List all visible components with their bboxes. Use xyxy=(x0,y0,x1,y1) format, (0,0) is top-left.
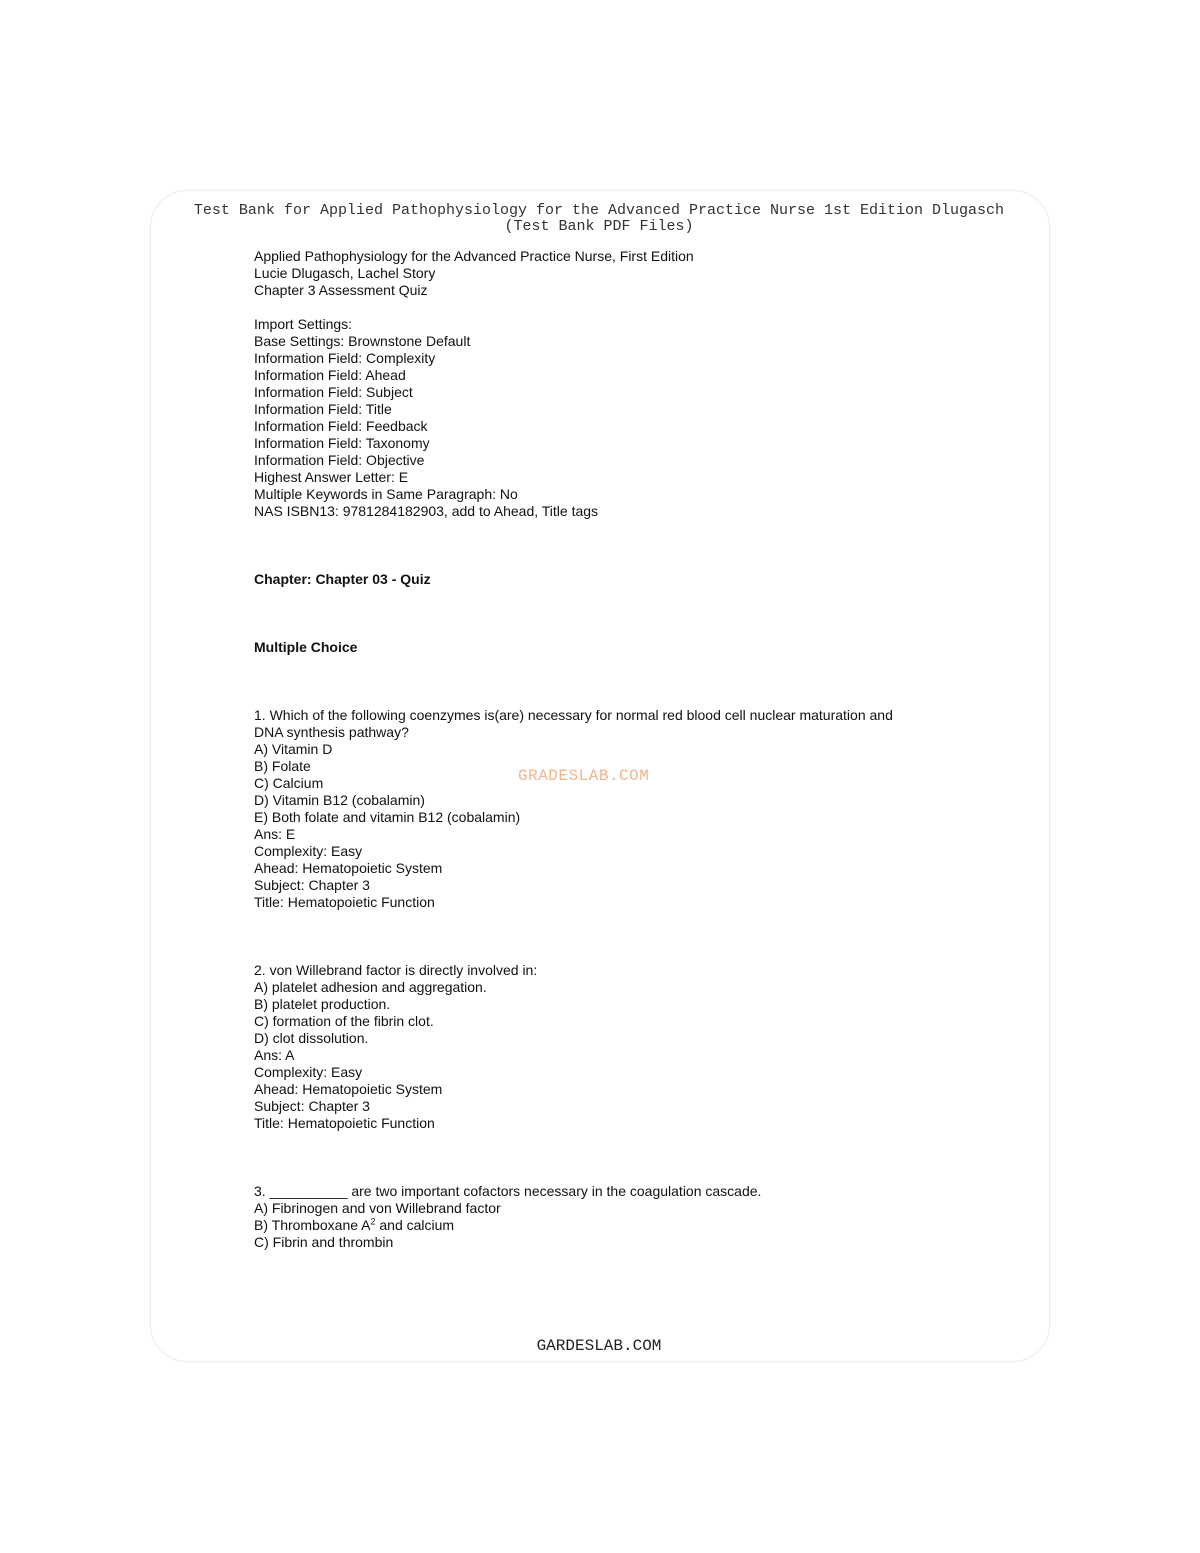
question-2 xyxy=(254,962,954,1132)
settings-line: Information Field: Objective xyxy=(254,452,425,468)
option-text: B) Thromboxane A xyxy=(254,1217,371,1233)
answer-key: Ans: A xyxy=(254,1047,295,1063)
complexity: Complexity: Easy xyxy=(254,843,363,859)
topic-title: Title: Hematopoietic Function xyxy=(254,894,435,910)
page-footer: GARDESLAB.COM xyxy=(536,1337,662,1355)
settings-line: Information Field: Subject xyxy=(254,384,413,400)
question-stem: 1. Which of the following coenzymes is(are) necessary for normal red blood cell nuclear maturation and xyxy=(254,707,893,723)
answer-option: B) platelet production. xyxy=(254,996,391,1012)
settings-line: NAS ISBN13: 9781284182903, add to Ahead, Title tags xyxy=(254,503,599,519)
header-subtitle: (Test Bank PDF Files) xyxy=(504,218,694,235)
answer-option: C) Fibrin and thrombin xyxy=(254,1234,394,1250)
subject: Subject: Chapter 3 xyxy=(254,877,370,893)
answer-option: E) Both folate and vitamin B12 (cobalamin) xyxy=(254,809,521,825)
chapter-heading: Chapter: Chapter 03 - Quiz xyxy=(254,571,431,587)
topic-title: Title: Hematopoietic Function xyxy=(254,1115,435,1131)
question-stem-cont: DNA synthesis pathway? xyxy=(254,724,409,740)
settings-line: Import Settings: xyxy=(254,316,353,332)
settings-line: Information Field: Taxonomy xyxy=(254,435,430,451)
option-text: and calcium xyxy=(375,1217,455,1233)
answer-option: A) Vitamin D xyxy=(254,741,333,757)
document-body xyxy=(254,248,954,1251)
watermark: GRADESLAB.COM xyxy=(518,767,650,785)
answer-key: Ans: E xyxy=(254,826,296,842)
import-settings xyxy=(254,316,954,520)
answer-option: B) Folate xyxy=(254,758,311,774)
complexity: Complexity: Easy xyxy=(254,1064,363,1080)
settings-line: Information Field: Complexity xyxy=(254,350,436,366)
section-heading: Multiple Choice xyxy=(254,639,358,655)
settings-line: Highest Answer Letter: E xyxy=(254,469,409,485)
settings-line: Base Settings: Brownstone Default xyxy=(254,333,471,349)
answer-option xyxy=(254,1217,954,1234)
question-1 xyxy=(254,707,954,911)
settings-line: Multiple Keywords in Same Paragraph: No xyxy=(254,486,518,502)
book-authors: Lucie Dlugasch, Lachel Story xyxy=(254,265,436,281)
question-3 xyxy=(254,1183,954,1251)
quiz-title: Chapter 3 Assessment Quiz xyxy=(254,282,428,298)
answer-option: C) formation of the fibrin clot. xyxy=(254,1013,434,1029)
settings-line: Information Field: Title xyxy=(254,401,392,417)
answer-option: A) Fibrinogen and von Willebrand factor xyxy=(254,1200,501,1216)
ahead: Ahead: Hematopoietic System xyxy=(254,860,443,876)
book-title: Applied Pathophysiology for the Advanced Practice Nurse, First Edition xyxy=(254,248,694,264)
answer-option: D) clot dissolution. xyxy=(254,1030,369,1046)
answer-option: D) Vitamin B12 (cobalamin) xyxy=(254,792,425,808)
answer-option: A) platelet adhesion and aggregation. xyxy=(254,979,487,995)
superscript: 2 xyxy=(370,1216,376,1227)
subject: Subject: Chapter 3 xyxy=(254,1098,370,1114)
question-stem: 3. __________ are two important cofactors necessary in the coagulation cascade. xyxy=(254,1183,762,1199)
ahead: Ahead: Hematopoietic System xyxy=(254,1081,443,1097)
settings-line: Information Field: Feedback xyxy=(254,418,428,434)
answer-option: C) Calcium xyxy=(254,775,324,791)
settings-line: Information Field: Ahead xyxy=(254,367,406,383)
header-title: Test Bank for Applied Pathophysiology for the Advanced Practice Nurse 1st Edition Dlugasch xyxy=(193,202,1005,219)
question-stem: 2. von Willebrand factor is directly involved in: xyxy=(254,962,538,978)
document-header xyxy=(150,203,1048,235)
